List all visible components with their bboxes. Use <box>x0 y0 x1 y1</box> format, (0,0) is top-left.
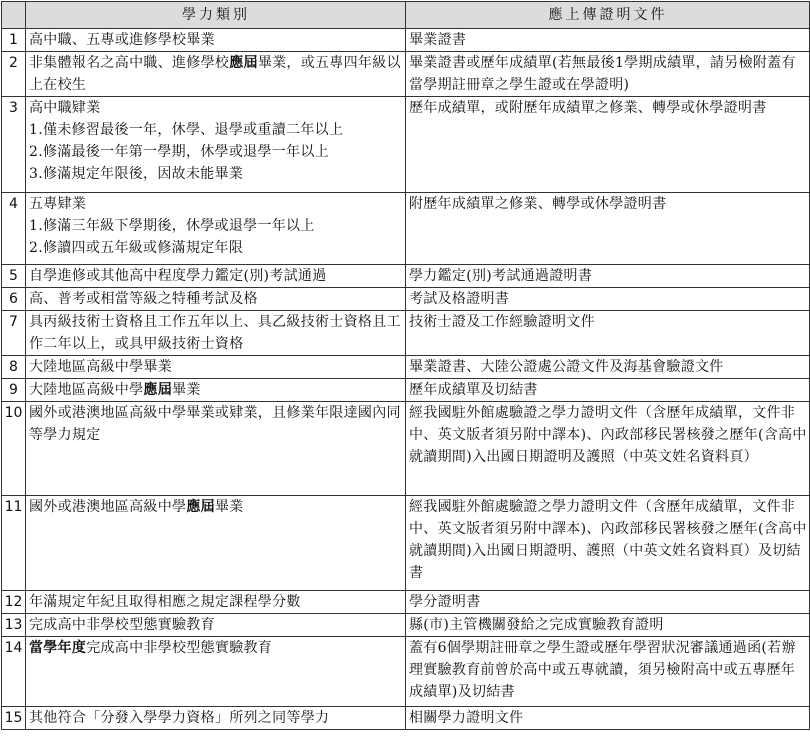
document-cell: 附歷年成績單之修業、轉學或休學證明書 <box>406 193 810 265</box>
qualification-cell <box>26 379 406 402</box>
document-cell: 畢業證書或歷年成績單(若無最後1學期成績單，請另檢附蓋有當學期註冊章之學生證或在學證明) <box>406 52 810 97</box>
qualification-text: 自學進修或其他高中程度學力鑑定(別)考試通過 <box>29 268 327 284</box>
qualification-cell <box>26 356 406 379</box>
qualification-text: 高、普考或相當等級之特種考試及格 <box>29 291 258 307</box>
row-number: 15 <box>2 707 26 730</box>
qualification-cell <box>26 637 406 707</box>
qualification-text: 畢業，或五專四年級以上在校生 <box>29 55 401 93</box>
table-row <box>2 52 810 97</box>
row-number: 7 <box>2 311 26 356</box>
qualification-text: 畢業 <box>214 499 244 515</box>
qualification-text: 高中職肄業 1.僅未修習最後一年，休學、退學或重讀二年以上 2.修滿最後一年第一學期，休學或退學一年以上 3.修滿規定年限後，因故未能畢業 <box>29 100 344 182</box>
qualification-cell <box>26 402 406 496</box>
table-row <box>2 707 810 730</box>
row-number: 9 <box>2 379 26 402</box>
row-number: 3 <box>2 97 26 193</box>
qualification-cell <box>26 193 406 265</box>
qualification-cell <box>26 29 406 52</box>
header-number <box>2 2 26 29</box>
table-row <box>2 311 810 356</box>
document-cell: 技術士證及工作經驗證明文件 <box>406 311 810 356</box>
row-number: 5 <box>2 265 26 288</box>
qualification-text: 大陸地區高級中學 <box>29 382 144 398</box>
qualification-text: 大陸地區高級中學畢業 <box>29 359 172 375</box>
row-number: 12 <box>2 591 26 614</box>
table-row <box>2 379 810 402</box>
table-row <box>2 288 810 311</box>
table-body <box>2 29 810 730</box>
qualification-text: 國外或港澳地區高級中學 <box>29 499 187 515</box>
qualification-cell <box>26 496 406 591</box>
row-number: 14 <box>2 637 26 707</box>
qualification-table <box>1 1 810 730</box>
table-row <box>2 637 810 707</box>
qualification-cell <box>26 614 406 637</box>
document-cell: 蓋有6個學期註冊章之學生證或歷年學習狀況審議通過函(若辦理實驗教育前曾於高中或五專就讀，須另檢附高中或五專歷年成績單)及切結書 <box>406 637 810 707</box>
qualification-text: 畢業 <box>172 382 201 398</box>
qualification-emphasis: 當學年度 <box>29 640 87 656</box>
document-cell: 經我國駐外館處驗證之學力證明文件（含歷年成績單，文件非中、英文版者須另附中譯本)、內政部移民署核發之歷年(含高中就讀期間)入出國日期證明及護照（中英文姓名資料頁） <box>406 402 810 496</box>
header-row <box>2 2 810 29</box>
qualification-cell <box>26 265 406 288</box>
table-row <box>2 614 810 637</box>
row-number: 6 <box>2 288 26 311</box>
table-row <box>2 356 810 379</box>
document-cell: 歷年成績單及切結書 <box>406 379 810 402</box>
document-cell: 相關學力證明文件 <box>406 707 810 730</box>
table-row <box>2 193 810 265</box>
document-cell: 經我國駐外館處驗證之學力證明文件（含歷年成績單，文件非中、英文版者須另附中譯本)、內政部移民署核發之歷年(含高中就讀期間)入出國日期證明、護照（中英文姓名資料頁）及切結書 <box>406 496 810 591</box>
document-cell: 考試及格證明書 <box>406 288 810 311</box>
qualification-cell <box>26 52 406 97</box>
row-number: 10 <box>2 402 26 496</box>
qualification-text: 具丙級技術士資格且工作五年以上、具乙級技術士資格且工作二年以上，或具甲級技術士資格 <box>29 314 401 352</box>
header-qualification: 學力類別 <box>26 2 406 29</box>
qualification-cell <box>26 311 406 356</box>
qualification-cell <box>26 288 406 311</box>
qualification-cell <box>26 591 406 614</box>
qualification-emphasis: 應屆 <box>186 499 215 515</box>
qualification-text: 高中職、五專或進修學校畢業 <box>29 32 215 48</box>
table-row <box>2 402 810 496</box>
document-cell: 畢業證書、大陸公證處公證文件及海基會驗證文件 <box>406 356 810 379</box>
qualification-cell <box>26 707 406 730</box>
document-cell: 縣(市)主管機關發給之完成實驗教育證明 <box>406 614 810 637</box>
qualification-text: 非集體報名之高中職、進修學校 <box>29 55 230 71</box>
document-cell: 學分證明書 <box>406 591 810 614</box>
document-cell: 畢業證書 <box>406 29 810 52</box>
row-number: 4 <box>2 193 26 265</box>
table-row <box>2 97 810 193</box>
qualification-text: 其他符合「分發入學學力資格」所列之同等學力 <box>29 710 330 726</box>
qualification-text: 完成高中非學校型態實驗教育 <box>29 617 215 633</box>
row-number: 11 <box>2 496 26 591</box>
header-documents: 應上傳證明文件 <box>406 2 810 29</box>
row-number: 1 <box>2 29 26 52</box>
qualification-cell <box>26 97 406 193</box>
table-row <box>2 265 810 288</box>
row-number: 2 <box>2 52 26 97</box>
qualification-emphasis: 應屆 <box>143 382 173 398</box>
table-row <box>2 591 810 614</box>
qualification-text: 完成高中非學校型態實驗教育 <box>86 640 273 656</box>
document-cell: 學力鑑定(別)考試通過證明書 <box>406 265 810 288</box>
qualification-emphasis: 應屆 <box>229 55 258 71</box>
qualification-text: 國外或港澳地區高級中學畢業或肄業，且修業年限達國內同等學力規定 <box>29 405 401 443</box>
table-row <box>2 496 810 591</box>
table-row <box>2 29 810 52</box>
row-number: 13 <box>2 614 26 637</box>
document-cell: 歷年成績單，或附歷年成績單之修業、轉學或休學證明書 <box>406 97 810 193</box>
qualification-text: 五專肄業 1.修滿三年級下學期後，休學或退學一年以上 2.修讀四或五年級或修滿規定年限 <box>29 196 315 256</box>
table-header <box>2 2 810 29</box>
row-number: 8 <box>2 356 26 379</box>
qualification-text: 年滿規定年紀且取得相應之規定課程學分數 <box>29 594 301 610</box>
